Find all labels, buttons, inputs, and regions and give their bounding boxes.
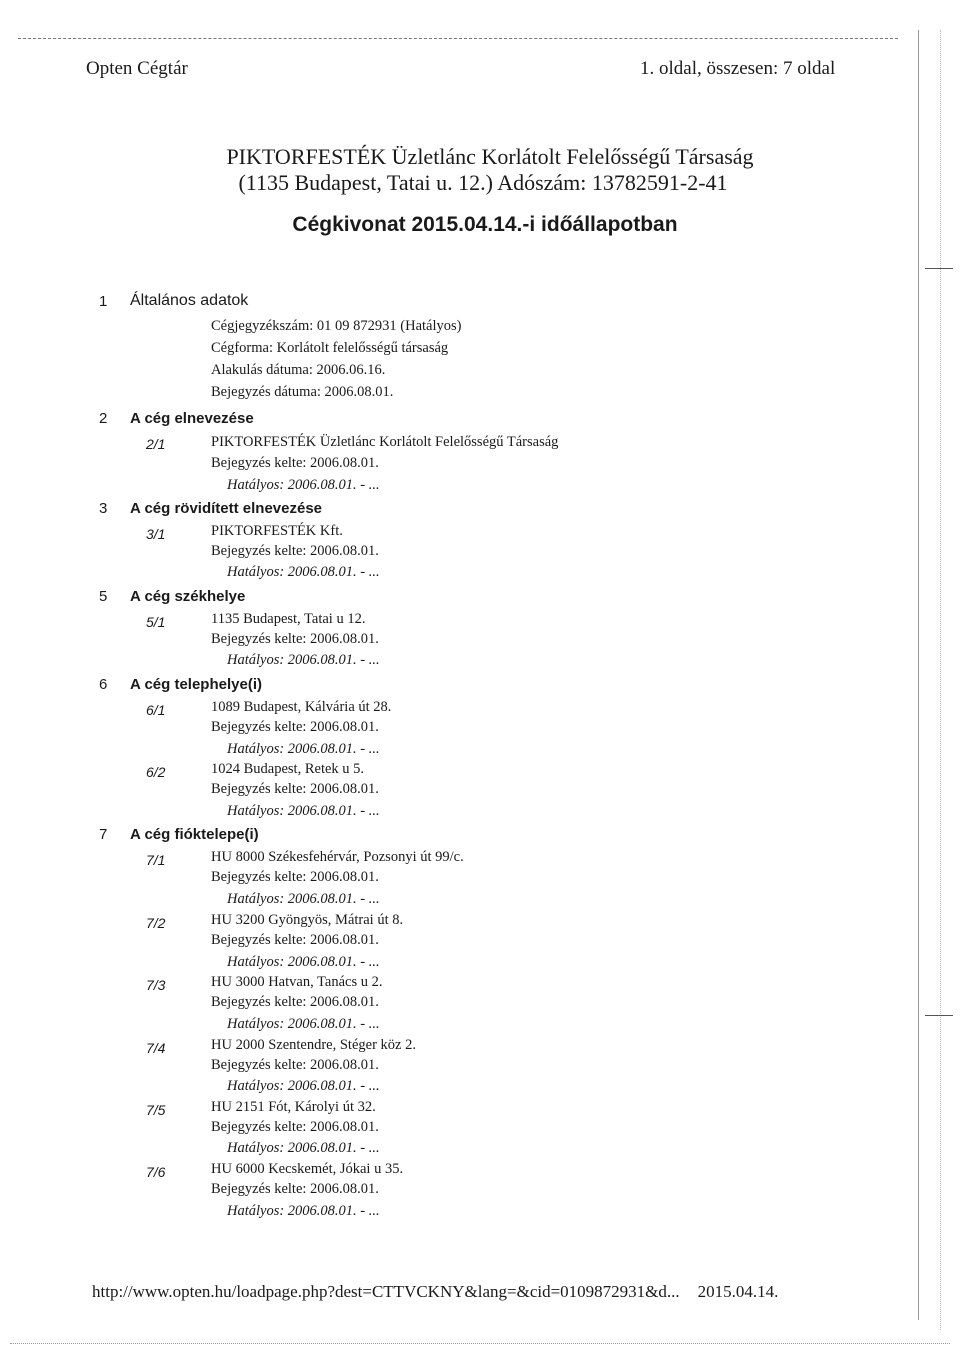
entry-registration: Bejegyzés kelte: 2006.08.01. bbox=[211, 932, 379, 948]
entry-value: HU 2151 Fót, Károlyi út 32. bbox=[211, 1099, 376, 1115]
header-page-count: 1. oldal, összesen: 7 oldal bbox=[640, 58, 836, 79]
entry-effective: Hatályos: 2006.08.01. - ... bbox=[227, 652, 380, 668]
company-form: Cégforma: Korlátolt felelősségű társaság bbox=[211, 340, 449, 356]
footer-date: 2015.04.14. bbox=[697, 1282, 779, 1301]
entry-number: 7/1 bbox=[146, 852, 166, 868]
footer bbox=[92, 1282, 778, 1302]
entry-value: HU 3000 Hatvan, Tanács u 2. bbox=[211, 974, 383, 990]
entry-registration: Bejegyzés kelte: 2006.08.01. bbox=[211, 781, 379, 797]
entry-registration: Bejegyzés kelte: 2006.08.01. bbox=[211, 1181, 379, 1197]
header-source: Opten Cégtár bbox=[86, 58, 188, 79]
entry-value: HU 2000 Szentendre, Stéger köz 2. bbox=[211, 1037, 416, 1053]
entry-effective: Hatályos: 2006.08.01. - ... bbox=[227, 564, 380, 580]
section-number: 2 bbox=[99, 410, 108, 427]
section-title: A cég fióktelepe(i) bbox=[130, 826, 259, 843]
entry-registration: Bejegyzés kelte: 2006.08.01. bbox=[211, 543, 379, 559]
entry-number: 6/1 bbox=[146, 702, 166, 718]
entry-value: HU 3200 Gyöngyös, Mátrai út 8. bbox=[211, 912, 404, 928]
entry-registration: Bejegyzés kelte: 2006.08.01. bbox=[211, 994, 379, 1010]
section-title: A cég telephelye(i) bbox=[130, 676, 262, 693]
registration-date: Bejegyzés dátuma: 2006.08.01. bbox=[211, 384, 394, 400]
section-title: A cég elnevezése bbox=[130, 410, 254, 427]
entry-number: 7/5 bbox=[146, 1102, 166, 1118]
section-title: A cég rövidített elnevezése bbox=[130, 500, 323, 517]
founding-date: Alakulás dátuma: 2006.06.16. bbox=[211, 362, 386, 378]
entry-number: 7/2 bbox=[146, 915, 166, 931]
extract-title: Cégkivonat 2015.04.14.-i időállapotban bbox=[292, 213, 678, 236]
entry-registration: Bejegyzés kelte: 2006.08.01. bbox=[211, 869, 379, 885]
section-number: 3 bbox=[99, 500, 108, 517]
entry-registration: Bejegyzés kelte: 2006.08.01. bbox=[211, 1119, 379, 1135]
entry-number: 6/2 bbox=[146, 764, 166, 780]
entry-number: 7/4 bbox=[146, 1040, 166, 1056]
entry-effective: Hatályos: 2006.08.01. - ... bbox=[227, 954, 380, 970]
scan-edge-bottom bbox=[10, 1343, 950, 1344]
entry-registration: Bejegyzés kelte: 2006.08.01. bbox=[211, 719, 379, 735]
entry-number: 7/3 bbox=[146, 977, 166, 993]
registry-number: Cégjegyzékszám: 01 09 872931 (Hatályos) bbox=[211, 318, 462, 334]
entry-effective: Hatályos: 2006.08.01. - ... bbox=[227, 1078, 380, 1094]
entry-effective: Hatályos: 2006.08.01. - ... bbox=[227, 1140, 380, 1156]
footer-url[interactable]: http://www.opten.hu/loadpage.php?dest=CTTVCKNY&lang=&cid=0109872931&d... bbox=[92, 1282, 680, 1301]
entry-effective: Hatályos: 2006.08.01. - ... bbox=[227, 891, 380, 907]
entry-effective: Hatályos: 2006.08.01. - ... bbox=[227, 741, 380, 757]
section-number: 6 bbox=[99, 676, 108, 693]
section-title: Általános adatok bbox=[130, 292, 249, 309]
entry-number: 5/1 bbox=[146, 614, 166, 630]
section-number: 7 bbox=[99, 826, 108, 843]
entry-registration: Bejegyzés kelte: 2006.08.01. bbox=[211, 455, 379, 471]
entry-number: 7/6 bbox=[146, 1164, 166, 1180]
entry-effective: Hatályos: 2006.08.01. - ... bbox=[227, 477, 380, 493]
entry-effective: Hatályos: 2006.08.01. - ... bbox=[227, 1203, 380, 1219]
section-title: A cég székhelye bbox=[130, 588, 246, 605]
entry-registration: Bejegyzés kelte: 2006.08.01. bbox=[211, 1057, 379, 1073]
scan-edge-top bbox=[18, 38, 898, 39]
scan-mark bbox=[925, 1015, 953, 1016]
section-number: 5 bbox=[99, 588, 108, 605]
entry-value: 1024 Budapest, Retek u 5. bbox=[211, 761, 365, 777]
entry-effective: Hatályos: 2006.08.01. - ... bbox=[227, 803, 380, 819]
entry-number: 3/1 bbox=[146, 526, 166, 542]
entry-number: 2/1 bbox=[146, 436, 166, 452]
company-address-taxid: (1135 Budapest, Tatai u. 12.) Adószám: 13782591-2-41 bbox=[238, 170, 728, 195]
entry-value: HU 8000 Székesfehérvár, Pozsonyi út 99/c. bbox=[211, 849, 464, 865]
scan-mark bbox=[925, 268, 953, 269]
entry-value: 1089 Budapest, Kálvária út 28. bbox=[211, 699, 392, 715]
entry-effective: Hatályos: 2006.08.01. - ... bbox=[227, 1016, 380, 1032]
entry-registration: Bejegyzés kelte: 2006.08.01. bbox=[211, 631, 379, 647]
company-name-title: PIKTORFESTÉK Üzletlánc Korlátolt Felelősségű Társaság bbox=[226, 144, 754, 169]
section-number: 1 bbox=[99, 293, 108, 310]
entry-value: HU 6000 Kecskemét, Jókai u 35. bbox=[211, 1161, 404, 1177]
entry-value: PIKTORFESTÉK Kft. bbox=[211, 523, 343, 539]
entry-value: PIKTORFESTÉK Üzletlánc Korlátolt Felelősségű Társaság bbox=[211, 434, 559, 450]
entry-value: 1135 Budapest, Tatai u 12. bbox=[211, 611, 366, 627]
